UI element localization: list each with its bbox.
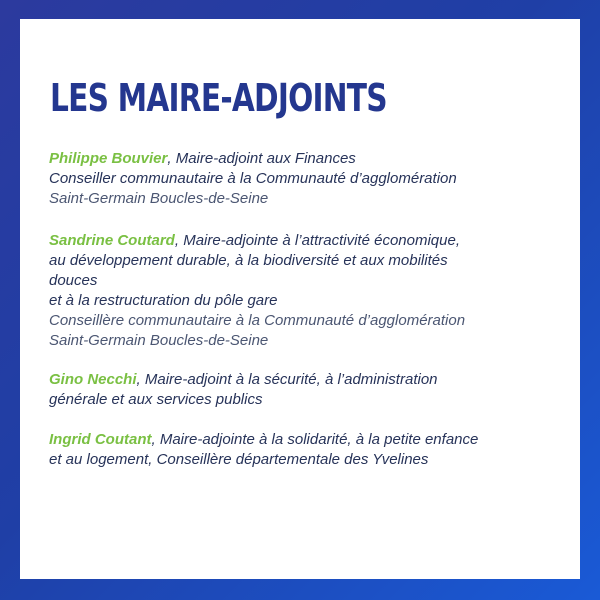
entry-role: , Maire-adjointe à l’attractivité économique,: [174, 232, 460, 249]
entry-role: , Maire-adjoint aux Finances: [167, 150, 356, 167]
entry-line: générale et aux services publics: [49, 391, 263, 408]
entry-line: et à la restructuration du pôle gare: [49, 292, 278, 309]
entry-name: Sandrine Coutard: [49, 232, 175, 249]
entry-line: Conseillère communautaire à la Communauté d’agglomération: [49, 312, 466, 329]
entry-name: Philippe Bouvier: [49, 150, 168, 167]
entry-first-line: [49, 149, 569, 169]
entry-ingrid-coutant: [49, 430, 569, 470]
page-title: LES MAIRE-ADJOINTS: [50, 76, 387, 120]
entry-line: et au logement, Conseillère départementale des Yvelines: [49, 451, 429, 468]
entry-role: , Maire-adjointe à la solidarité, à la petite enfance: [151, 431, 479, 448]
entry-sandrine-coutard: [49, 231, 569, 351]
entry-line: au développement durable, à la biodiversité et aux mobilités: [49, 252, 448, 269]
content-card: [20, 19, 580, 579]
entry-philippe-bouvier: [49, 149, 569, 209]
entry-name: Gino Necchi: [49, 371, 137, 388]
entry-line: Conseiller communautaire à la Communauté d’agglomération: [49, 170, 457, 187]
entry-first-line: [49, 231, 569, 251]
entry-role: , Maire-adjoint à la sécurité, à l’administration: [136, 371, 438, 388]
entry-line: Saint-Germain Boucles-de-Seine: [49, 332, 269, 349]
entry-name: Ingrid Coutant: [49, 431, 152, 448]
entry-first-line: [49, 430, 569, 450]
entry-line: douces: [49, 272, 98, 289]
entry-first-line: [49, 370, 569, 390]
entry-gino-necchi: [49, 370, 569, 410]
entry-line: Saint-Germain Boucles-de-Seine: [49, 190, 269, 207]
